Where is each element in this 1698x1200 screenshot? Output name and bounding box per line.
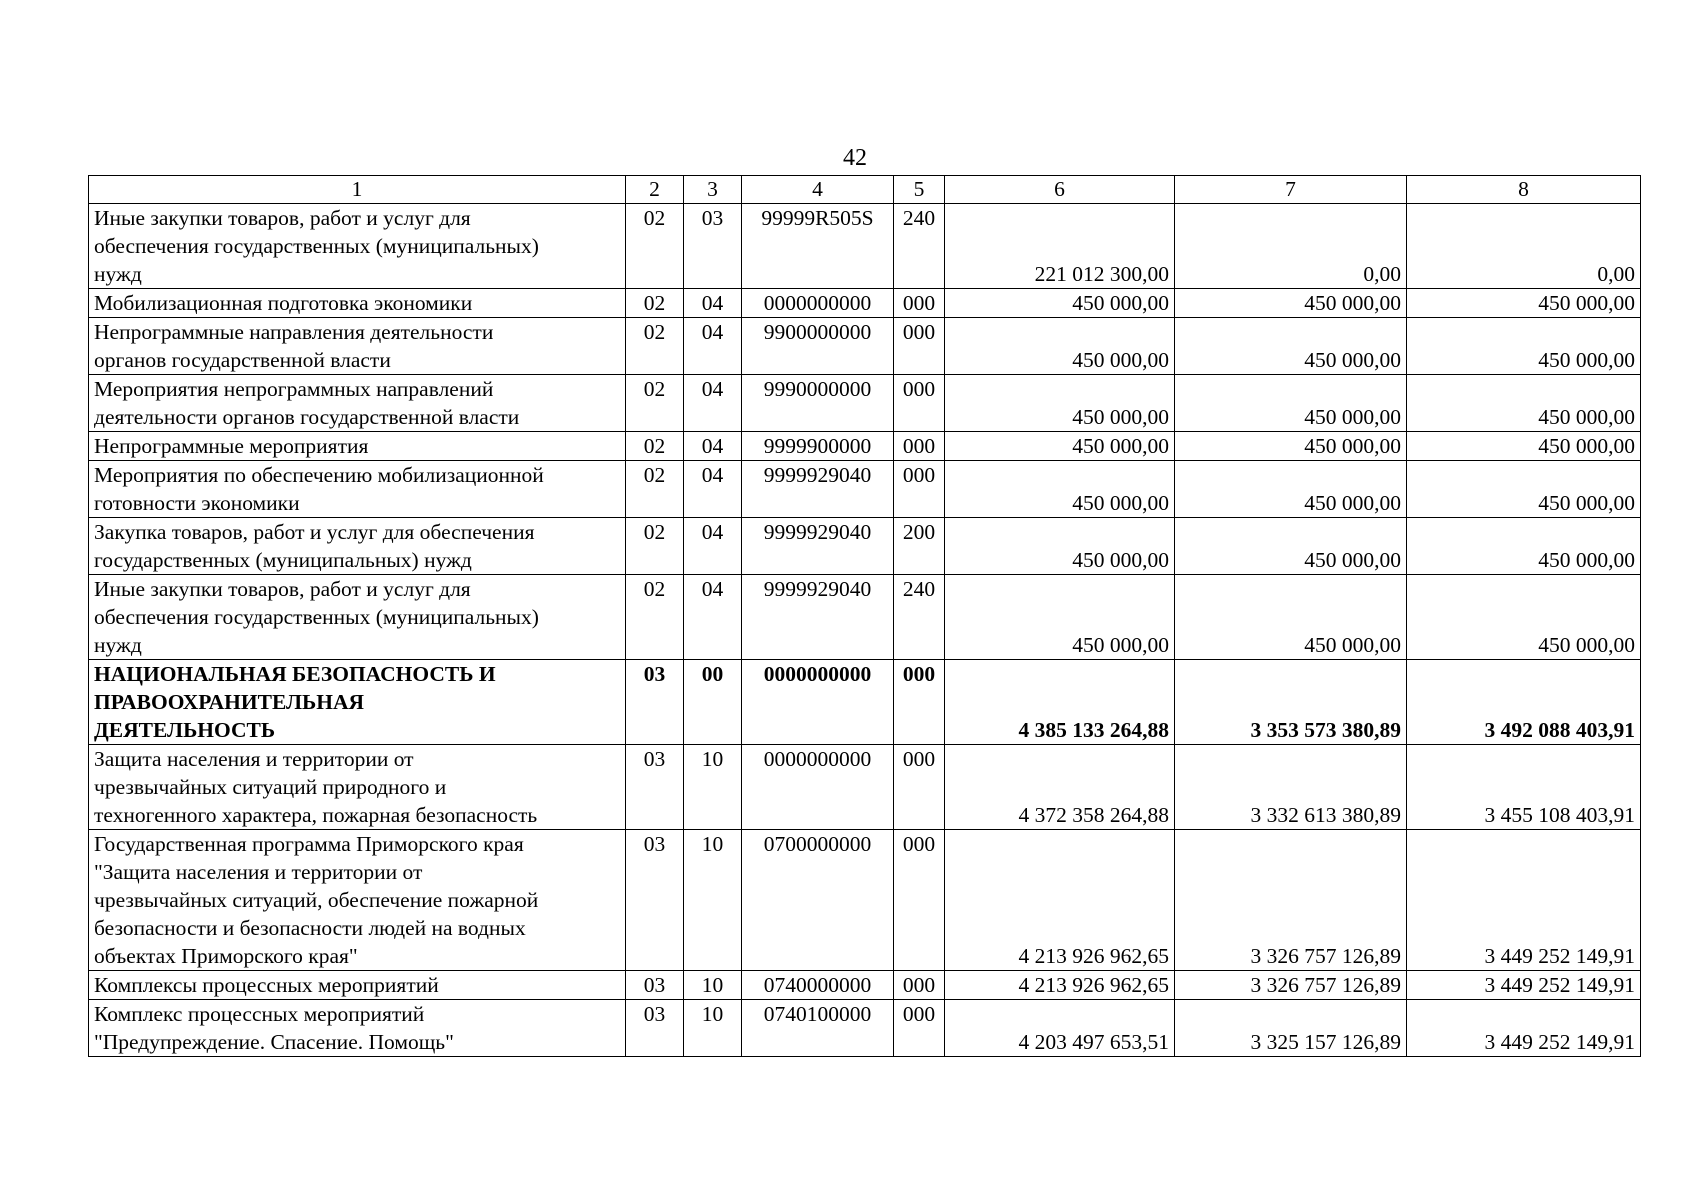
subsection-code: 04 — [684, 575, 742, 660]
row-name-line: Мероприятия по обеспечению мобилизационной — [94, 463, 544, 487]
section-code: 02 — [626, 204, 684, 289]
table-row — [89, 432, 1641, 461]
budget-table — [88, 175, 1641, 1057]
row-name-line: государственных (муниципальных) нужд — [94, 548, 472, 572]
row-name-line: чрезвычайных ситуаций, обеспечение пожарной — [94, 888, 539, 912]
expense-type-code: 000 — [894, 971, 945, 1000]
table-row — [89, 289, 1641, 318]
target-article-code: 0000000000 — [742, 289, 894, 318]
subsection-code: 10 — [684, 1000, 742, 1057]
table-body — [89, 204, 1641, 1057]
amount-col-8: 450 000,00 — [1407, 575, 1641, 660]
row-name-line: обеспечения государственных (муниципальных) — [94, 605, 539, 629]
expense-type-code: 000 — [894, 660, 945, 745]
subsection-code: 00 — [684, 660, 742, 745]
amount-col-7: 450 000,00 — [1175, 375, 1407, 432]
target-article-code: 0740000000 — [742, 971, 894, 1000]
section-code: 02 — [626, 318, 684, 375]
row-name-line: Комплекс процессных мероприятий — [94, 1002, 425, 1026]
amount-col-7: 3 332 613 380,89 — [1175, 745, 1407, 830]
row-name-line: Комплексы процессных мероприятий — [94, 973, 439, 997]
amount-col-7: 3 353 573 380,89 — [1175, 660, 1407, 745]
amount-col-6: 450 000,00 — [945, 432, 1175, 461]
amount-col-6: 450 000,00 — [945, 518, 1175, 575]
col-header-1: 1 — [89, 176, 626, 204]
row-name-line: Закупка товаров, работ и услуг для обеспечения — [94, 520, 535, 544]
section-code: 02 — [626, 518, 684, 575]
amount-col-6: 450 000,00 — [945, 289, 1175, 318]
target-article-code: 9990000000 — [742, 375, 894, 432]
expense-type-code: 000 — [894, 745, 945, 830]
amount-col-6: 450 000,00 — [945, 575, 1175, 660]
subsection-code: 04 — [684, 318, 742, 375]
row-name-line: нужд — [94, 262, 142, 286]
expense-type-code: 000 — [894, 830, 945, 971]
col-header-2: 2 — [626, 176, 684, 204]
row-name — [89, 432, 626, 461]
expense-type-code: 000 — [894, 1000, 945, 1057]
col-header-4: 4 — [742, 176, 894, 204]
target-article-code: 0740100000 — [742, 1000, 894, 1057]
amount-col-7: 3 326 757 126,89 — [1175, 830, 1407, 971]
row-name-line: Мобилизационная подготовка экономики — [94, 291, 473, 315]
expense-type-code: 000 — [894, 318, 945, 375]
section-code: 02 — [626, 432, 684, 461]
row-name-line: ПРАВООХРАНИТЕЛЬНАЯ — [94, 690, 365, 714]
row-name-line: Защита населения и территории от — [94, 747, 414, 771]
row-name-line: объектах Приморского края" — [94, 944, 358, 968]
expense-type-code: 000 — [894, 289, 945, 318]
table-row — [89, 375, 1641, 432]
row-name — [89, 830, 626, 971]
subsection-code: 04 — [684, 432, 742, 461]
row-name-line: НАЦИОНАЛЬНАЯ БЕЗОПАСНОСТЬ И — [94, 662, 496, 686]
row-name — [89, 289, 626, 318]
expense-type-code: 200 — [894, 518, 945, 575]
amount-col-8: 0,00 — [1407, 204, 1641, 289]
row-name-line: "Предупреждение. Спасение. Помощь" — [94, 1030, 454, 1054]
target-article-code: 9999900000 — [742, 432, 894, 461]
section-code: 03 — [626, 745, 684, 830]
subsection-code: 04 — [684, 461, 742, 518]
subsection-code: 10 — [684, 745, 742, 830]
table-row — [89, 318, 1641, 375]
amount-col-7: 450 000,00 — [1175, 289, 1407, 318]
subsection-code: 04 — [684, 289, 742, 318]
amount-col-7: 450 000,00 — [1175, 518, 1407, 575]
expense-type-code: 000 — [894, 461, 945, 518]
table-row — [89, 745, 1641, 830]
amount-col-6: 450 000,00 — [945, 461, 1175, 518]
amount-col-8: 3 449 252 149,91 — [1407, 830, 1641, 971]
amount-col-8: 450 000,00 — [1407, 289, 1641, 318]
row-name — [89, 745, 626, 830]
row-name-line: Непрограммные направления деятельности — [94, 320, 494, 344]
section-code: 02 — [626, 289, 684, 318]
amount-col-7: 3 325 157 126,89 — [1175, 1000, 1407, 1057]
target-article-code: 0700000000 — [742, 830, 894, 971]
row-name-line: Мероприятия непрограммных направлений — [94, 377, 494, 401]
table-row — [89, 830, 1641, 971]
subsection-code: 10 — [684, 830, 742, 971]
row-name-line: Иные закупки товаров, работ и услуг для — [94, 206, 471, 230]
row-name — [89, 204, 626, 289]
section-code: 03 — [626, 660, 684, 745]
amount-col-8: 3 449 252 149,91 — [1407, 1000, 1641, 1057]
table-row — [89, 971, 1641, 1000]
subsection-code: 04 — [684, 518, 742, 575]
col-header-5: 5 — [894, 176, 945, 204]
amount-col-6: 4 385 133 264,88 — [945, 660, 1175, 745]
row-name-line: безопасности и безопасности людей на водных — [94, 916, 526, 940]
row-name-line: нужд — [94, 633, 142, 657]
amount-col-8: 450 000,00 — [1407, 375, 1641, 432]
amount-col-8: 450 000,00 — [1407, 461, 1641, 518]
expense-type-code: 000 — [894, 375, 945, 432]
expense-type-code: 240 — [894, 575, 945, 660]
subsection-code: 03 — [684, 204, 742, 289]
target-article-code: 9999929040 — [742, 518, 894, 575]
target-article-code: 9999929040 — [742, 461, 894, 518]
row-name — [89, 375, 626, 432]
table-header — [89, 176, 1641, 204]
amount-col-7: 450 000,00 — [1175, 461, 1407, 518]
col-header-3: 3 — [684, 176, 742, 204]
table-row — [89, 1000, 1641, 1057]
row-name — [89, 318, 626, 375]
section-code: 02 — [626, 461, 684, 518]
section-code: 03 — [626, 830, 684, 971]
subsection-code: 10 — [684, 971, 742, 1000]
amount-col-6: 450 000,00 — [945, 318, 1175, 375]
row-name-line: Государственная программа Приморского края — [94, 832, 524, 856]
amount-col-7: 450 000,00 — [1175, 318, 1407, 375]
target-article-code: 0000000000 — [742, 660, 894, 745]
row-name-line: чрезвычайных ситуаций природного и — [94, 775, 447, 799]
subsection-code: 04 — [684, 375, 742, 432]
row-name-line: Непрограммные мероприятия — [94, 434, 369, 458]
amount-col-6: 4 213 926 962,65 — [945, 830, 1175, 971]
expense-type-code: 000 — [894, 432, 945, 461]
col-header-6: 6 — [945, 176, 1175, 204]
amount-col-8: 3 455 108 403,91 — [1407, 745, 1641, 830]
section-code: 02 — [626, 375, 684, 432]
amount-col-8: 3 492 088 403,91 — [1407, 660, 1641, 745]
col-header-8: 8 — [1407, 176, 1641, 204]
row-name-line: техногенного характера, пожарная безопасность — [94, 803, 538, 827]
row-name-line: обеспечения государственных (муниципальных) — [94, 234, 539, 258]
target-article-code: 0000000000 — [742, 745, 894, 830]
target-article-code: 9999929040 — [742, 575, 894, 660]
row-name — [89, 1000, 626, 1057]
amount-col-8: 450 000,00 — [1407, 518, 1641, 575]
amount-col-7: 0,00 — [1175, 204, 1407, 289]
table-row — [89, 461, 1641, 518]
amount-col-6: 4 213 926 962,65 — [945, 971, 1175, 1000]
table-row — [89, 660, 1641, 745]
section-code: 03 — [626, 1000, 684, 1057]
header-row — [89, 176, 1641, 204]
table-row — [89, 204, 1641, 289]
row-name-line: органов государственной власти — [94, 348, 391, 372]
col-header-7: 7 — [1175, 176, 1407, 204]
row-name-line: ДЕЯТЕЛЬНОСТЬ — [94, 718, 276, 742]
amount-col-7: 3 326 757 126,89 — [1175, 971, 1407, 1000]
row-name — [89, 461, 626, 518]
table-row — [89, 518, 1641, 575]
amount-col-7: 450 000,00 — [1175, 575, 1407, 660]
expense-type-code: 240 — [894, 204, 945, 289]
row-name — [89, 660, 626, 745]
table-row — [89, 575, 1641, 660]
row-name-line: готовности экономики — [94, 491, 300, 515]
amount-col-6: 221 012 300,00 — [945, 204, 1175, 289]
amount-col-8: 450 000,00 — [1407, 318, 1641, 375]
row-name — [89, 518, 626, 575]
page-number: 42 — [843, 145, 867, 171]
row-name — [89, 575, 626, 660]
amount-col-6: 4 372 358 264,88 — [945, 745, 1175, 830]
row-name — [89, 971, 626, 1000]
row-name-line: деятельности органов государственной власти — [94, 405, 520, 429]
section-code: 03 — [626, 971, 684, 1000]
target-article-code: 99999R505S — [742, 204, 894, 289]
amount-col-8: 3 449 252 149,91 — [1407, 971, 1641, 1000]
section-code: 02 — [626, 575, 684, 660]
amount-col-6: 450 000,00 — [945, 375, 1175, 432]
amount-col-7: 450 000,00 — [1175, 432, 1407, 461]
amount-col-6: 4 203 497 653,51 — [945, 1000, 1175, 1057]
row-name-line: "Защита населения и территории от — [94, 860, 423, 884]
row-name-line: Иные закупки товаров, работ и услуг для — [94, 577, 471, 601]
target-article-code: 9900000000 — [742, 318, 894, 375]
amount-col-8: 450 000,00 — [1407, 432, 1641, 461]
